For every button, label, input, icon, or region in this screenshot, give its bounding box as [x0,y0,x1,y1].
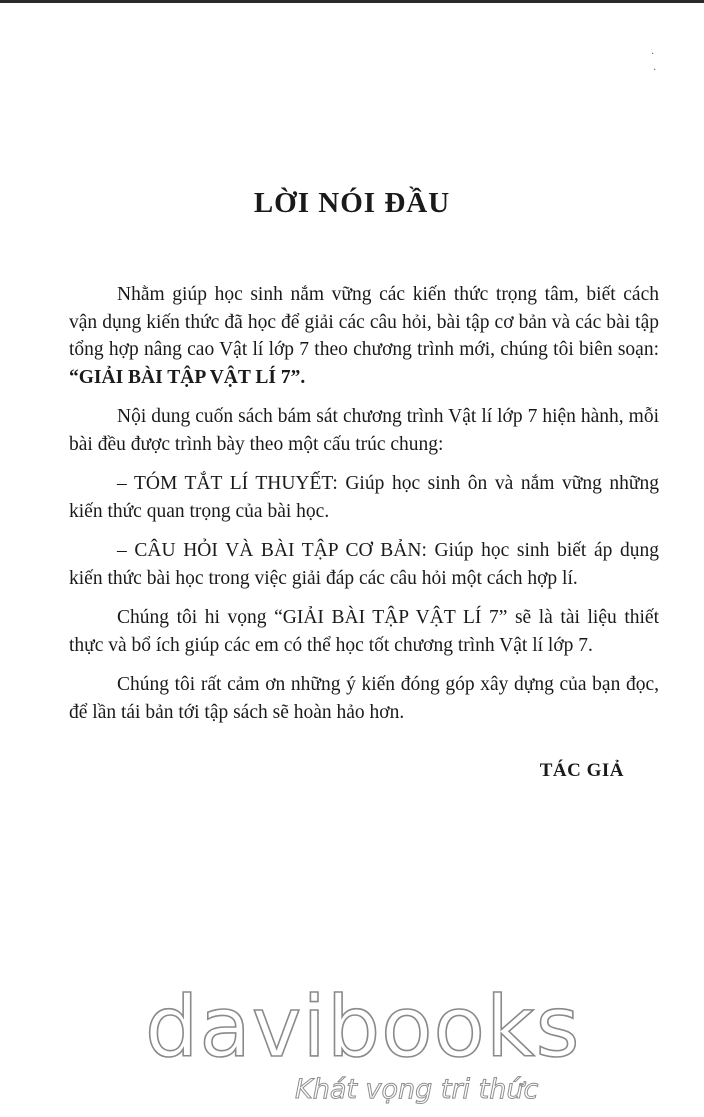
paragraph-1-text: Nhằm giúp học sinh nắm vững các kiến thức trọng tâm, biết cách vận dụng kiến thức đã học để giải các câu hỏi, bài tập cơ bản và các bài tập tổng hợp nâng cao Vật lí lớp 7 theo chương trình mới, chúng tôi biên soạn: [69,284,659,360]
paragraph-6: Chúng tôi rất cảm ơn những ý kiến đóng góp xây dựng của bạn đọc, để lần tái bản tới tập sách sẽ hoàn hảo hơn. [69,674,659,723]
publisher-watermark [145,978,581,1105]
preface-body [69,281,659,738]
page-top-edge [0,0,704,3]
watermark-logo: davibooks [145,978,581,1076]
scan-speck: · [651,49,655,60]
paragraph-4: – CÂU HỎI VÀ BÀI TẬP CƠ BẢN: Giúp học sinh biết áp dụng kiến thức bài học trong việc giải đáp các câu hỏi một cách hợp lí. [69,540,659,589]
paragraph-1 [69,281,659,391]
book-title-emphasis: “GIẢI BÀI TẬP VẬT LÍ 7”. [69,366,306,388]
paragraph-2: Nội dung cuốn sách bám sát chương trình Vật lí lớp 7 hiện hành, mỗi bài đều được trình bày theo một cấu trúc chung: [69,406,659,455]
scan-speck: · [653,65,657,76]
page-title: LỜI NÓI ĐẦU [253,187,451,220]
paragraph-3: – TÓM TẮT LÍ THUYẾT: Giúp học sinh ôn và nắm vững những kiến thức quan trọng của bài học. [69,473,659,522]
paragraph-5: Chúng tôi hi vọng “GIẢI BÀI TẬP VẬT LÍ 7” sẽ là tài liệu thiết thực và bổ ích giúp các em có thể học tốt chương trình Vật lí lớp 7. [69,607,659,656]
author-signature: TÁC GIẢ [539,760,624,781]
watermark-tagline: Khát vọng tri thức [295,1074,539,1105]
